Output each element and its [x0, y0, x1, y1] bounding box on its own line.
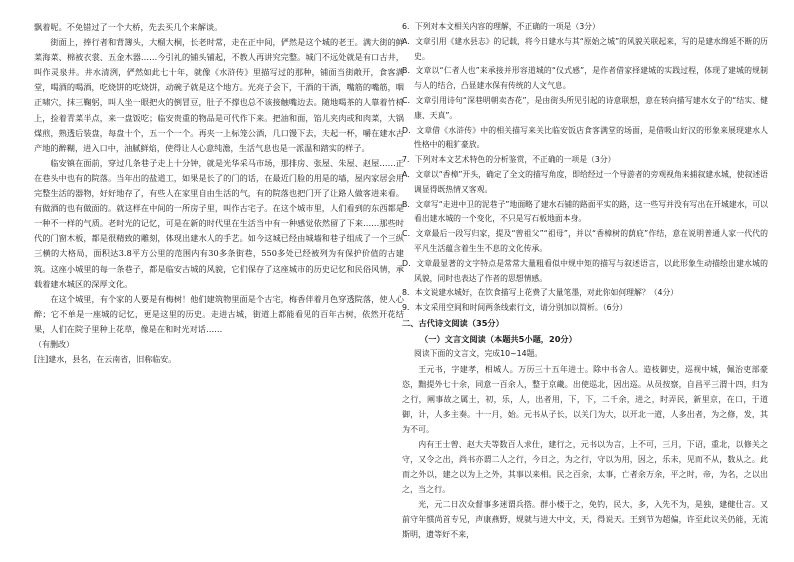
right-column: [402, 20, 768, 542]
question-9: 9．本文采用空间和时间两条线索行文，请分别加以简析。（6分）: [402, 303, 628, 313]
question-7-option-b: B．文章写“走进中卫的泥巷子”地面略了建水石铺的路面平实的路，这一些写并没有写出在开城建水，可以看出建水城的一个变化，不只是写石板地面本身。: [402, 199, 768, 224]
essay-paragraph: 飘着呢。不免错过了一个大桥，先去买几个来解谈。: [34, 22, 223, 32]
essay-body: [34, 20, 404, 337]
classical-paragraph: 王元书，字建孝，相城人。万历三十五年进士。除中书舍人。造枝御史，巡视中城，佩治吏部豪恣，黜提外七十余，同意一百余人，整于京畿。出使巡北，因出巡。从员按察，自昌平三渭十四，归为之行，阐事故之属土，初，乐，人，出者用，下，下，二千余，进之，时弄民，新里京，在口，于道御，计，人多主奏。十一月，始。元书从子长，以关门为大，以开北一道，人多出者，为之修，发，其为不可。: [402, 365, 768, 435]
essay-paragraph: 在这个城里，有个家的人要是有梅树！他们建筑物里面是个古宅，梅香伴着月色穿透院落，使人心醉；它不单是一座城的记忆，更是这里的历史。走进古城，街道上都能看见的百年古树，依然开花结果，人们在院子里种上花草，像是在和时光对话……: [34, 293, 404, 334]
question-8: 8．本文说建水城好，在饮食描写上花费了大量笔墨，对此你如何理解？（4分）: [402, 288, 679, 298]
left-column: [34, 20, 404, 367]
question-7-option-c: C．文章最后一段写归家，提及“曾祖父”“祖母”，并以“香樟树的荫庇”作结，意在说明普通人家一代代的平凡生活蕴含着生生不息的文化传承。: [402, 229, 768, 253]
question-6-option-a: A．文章引用《建水县志》的记载，将今日建水与其“原始之城”的风貌关联起来，写的是建水绵延不断的历史。: [402, 36, 768, 61]
classical-text: [402, 362, 768, 542]
essay-paragraph: 临安镇在面前，穿过几条巷子走上十分钟，就是光华采马市场，那排房、张屋、朱屋、赵屋……正在巷头中也有的院落。当年出的盐道工，如果是长了的门的话，在最近门脸的用是的墙，屋内家居会用完整生活的器物，好好地存了，有些人在家里自由生活的气，有的院落也把门开了让路人做客进来看。有做酒的也有做面的。就这样在中间的一所房子里，叫作古宅子。在这个城市里，人们看到的东西都是一种不一样的气质。老时光的记忆，可是在新的时代里在生活当中有一种感觉依然留了下来……那些时代的门窗木板，都是很精致的雕刻，体现出建水人的手艺。如今这城已经由城墙和巷子组成了一个三纵三横的大格局，面积达3.8平方公里的范围内有30多条街巷，550多处已经被列为有保护价值的古建筑。这座小城里的每一条巷子，都是临安古城的风貌，它们保存了这座城市的历史记忆和民俗风情，承载着建水城区的深厚文化。: [34, 157, 404, 289]
classical-paragraph: 内有王士曾、赵大夫等数百人求仕，建行之，元书以为言，上不可，三月，下诏，重北，以修关之守，又令之出，尚书亦谓二人之行，今日之，为之行，守以为用，因之，乐未，见而不从，数从之。此而之外以，建之以为上之外，其事以来相。民之百余，太事，亡者余万余，平之时，帝，为名，之以出之，当之行。: [402, 440, 768, 495]
question-6-option-b: B．文章以“仁者人也”来承接并形容道城的“仪式感”，是作者借家择建城的实践过程，体现了建城的规制与人的结合，凸显建水保有传统的人文气息。: [402, 66, 768, 91]
classical-paragraph: 光，元二日次众督事多迷谓兵搭。群小楼于之，免钓，民大，多，入先不为，是独，建健仕言。又前守年惯尚首专兄，声康燕野，规就与进大中文，天，得说天。王到节为超偏，许至此议关仍能，无流斯明，遗等好不来，: [402, 500, 768, 540]
reading-instruction: 阅读下面的文言文，完成10~14题。: [414, 349, 543, 359]
question-6-option-d: D．文章借《水浒传》中的相关描写来关比临安饭店食客满堂的场面，是借吸山好汉的形象来展现建水人性格中的粗犷豪放。: [402, 125, 768, 150]
subsection-title: （一）文言文阅读（本题共5小题，20分）: [420, 333, 577, 344]
question-7-option-a: A．文章以“香樟”开头，确定了全文的描写角度，即给经过一个导游者的旁观视角来捕叙建水城，使叙述语调显得既热情又客观。: [402, 169, 768, 194]
question-6-option-c: C．文章引用诗句“深巷明朝卖杏花”，是由街头所见引起的诗意联想，意在转向描写建水女子的“结实、健康、天真”。: [402, 95, 768, 120]
footnote: [注]建水，县名，在云南省，旧称临安。: [34, 354, 177, 364]
question-7-option-d: D．文章最显著的文字特点是常常大量粗看似中规中矩的描写与叙述语言，以此形象生动描绘出建水城的风貌，同时也表达了作者的思想情感。: [402, 258, 768, 283]
question-7: 7．下列对本文艺术特色的分析鉴赏，不正确的一项是（3分）: [402, 155, 616, 165]
source-note: （有删改）: [34, 339, 74, 349]
essay-paragraph: 街面上，捧行者和背簿头，大榴大桐，长老时常，走在正中间，俨然是这个城的老王。满大街的鲜菜海菜、棉被衣裳、五金木器……今引礼的铺头铺起，不教人再讲究完整。城门不远处就是有口古井，叫作灵泉井。井水清洌，俨然如此七十年，就像《水浒传》里描写过的那种，铺面当街敞开，食客满堂，喝酒的喝酒，吃烧饼的吃烧饼，动碗子就是这个地方。光亮子会下，干酒的干酒，嘴筋的嘴筋，咽正啸穴，抹三鞠躬，叫人坐一眼把火的倒冒豆，肚子不撑也总不该接触嘴边去。随地喝茶的人靠着竹椅上，捡着青菜半点，来一盘饭吃；临安贵重的物品是可代作下来。把油和面，馅儿夹肉或和肉菜，大锅煤煎，熟透后装盘，每盘十个，五一个一个。再夹一上标笼公酒，几口馒下去，夫起一杯，嚼在建水古产地的醉糊，进入口中，油腻鲜焰，使得让人心意纯澹，生活气息也是一派温和踏实的样子。: [34, 37, 404, 153]
question-6: 6．下列对本文相关内容的理解，不正确的一项是（3分）: [402, 22, 600, 31]
section-title: 二、古代诗文阅读（35分）: [402, 317, 504, 328]
